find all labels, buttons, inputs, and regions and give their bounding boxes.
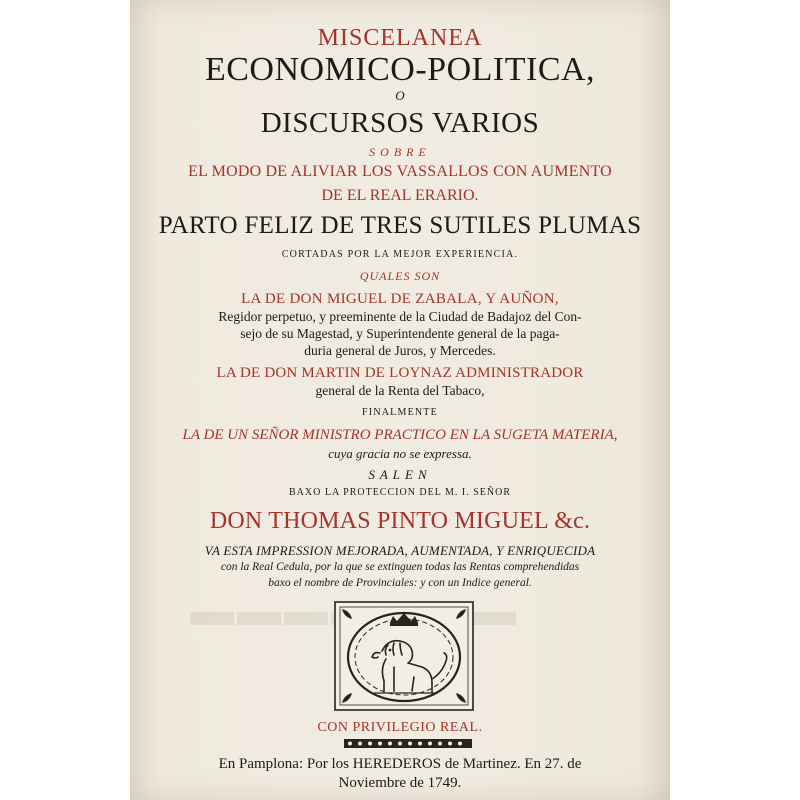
privilege-line: CON PRIVILEGIO REAL. xyxy=(317,720,483,735)
imprint-line-2: Noviembre de 1749. xyxy=(338,775,462,791)
imprint-line-1: En Pamplona: Por los HEREDEROS de Martinez. En 27. de xyxy=(218,756,582,772)
title-line-real-erario: DE EL REAL ERARIO. xyxy=(321,187,479,204)
author-loynaz-name: LA DE DON MARTIN DE LOYNAZ ADMINISTRADOR xyxy=(216,365,584,381)
title-line-economico-politica: ECONOMICO-POLITICA, xyxy=(204,51,596,88)
title-line-cortadas: CORTADAS POR LA MEJOR EXPERIENCIA. xyxy=(281,249,519,260)
edition-line-3: baxo el nombre de Provinciales: y con un Indice general. xyxy=(268,577,532,589)
title-line-modo-aliviar: EL MODO DE ALIVIAR LOS VASSALLOS CON AUMENTO xyxy=(188,163,612,180)
author-ministro-desc: cuya gracia no se expressa. xyxy=(328,446,472,461)
author-zabala-desc-3: duria general de Juros, y Mercedes. xyxy=(304,343,496,358)
title-line-miscelanea: MISCELANEA xyxy=(317,25,483,51)
printers-device-crowned-lion xyxy=(334,601,474,711)
author-zabala-desc-2: sejo de su Magestad, y Superintendente general de la paga- xyxy=(240,326,560,341)
finalmente-label: FINALMENTE xyxy=(362,407,438,418)
title-line-discursos-varios: DISCURSOS VARIOS xyxy=(260,107,540,139)
title-page xyxy=(130,0,670,800)
baxo-proteccion-line: BAXO LA PROTECCION DEL M. I. SEÑOR xyxy=(289,487,511,498)
ornamental-rule xyxy=(344,739,472,748)
salen-label: SALEN xyxy=(368,467,432,482)
title-line-parto-feliz: PARTO FELIZ DE TRES SUTILES PLUMAS xyxy=(158,212,642,239)
author-zabala-desc-1: Regidor perpetuo, y preeminente de la Ciudad de Badajoz del Con- xyxy=(218,309,582,324)
edition-line-2: con la Real Cedula, por la que se extinguen todas las Rentas comprehendidas xyxy=(220,561,580,573)
edition-line-1: VA ESTA IMPRESSION MEJORADA, AUMENTADA, Y ENRIQUECIDA xyxy=(204,543,596,558)
author-zabala-name: LA DE DON MIGUEL DE ZABALA, Y AUÑON, xyxy=(241,291,559,307)
title-line-quales-son: QUALES SON xyxy=(359,269,441,283)
title-line-sobre: SOBRE xyxy=(369,145,431,159)
author-ministro-name: LA DE UN SEÑOR MINISTRO PRACTICO EN LA SUGETA MATERIA, xyxy=(182,427,618,443)
author-loynaz-desc: general de la Renta del Tabaco, xyxy=(315,383,485,398)
title-line-o: O xyxy=(395,88,405,103)
patron-name: DON THOMAS PINTO MIGUEL &c. xyxy=(209,508,591,534)
